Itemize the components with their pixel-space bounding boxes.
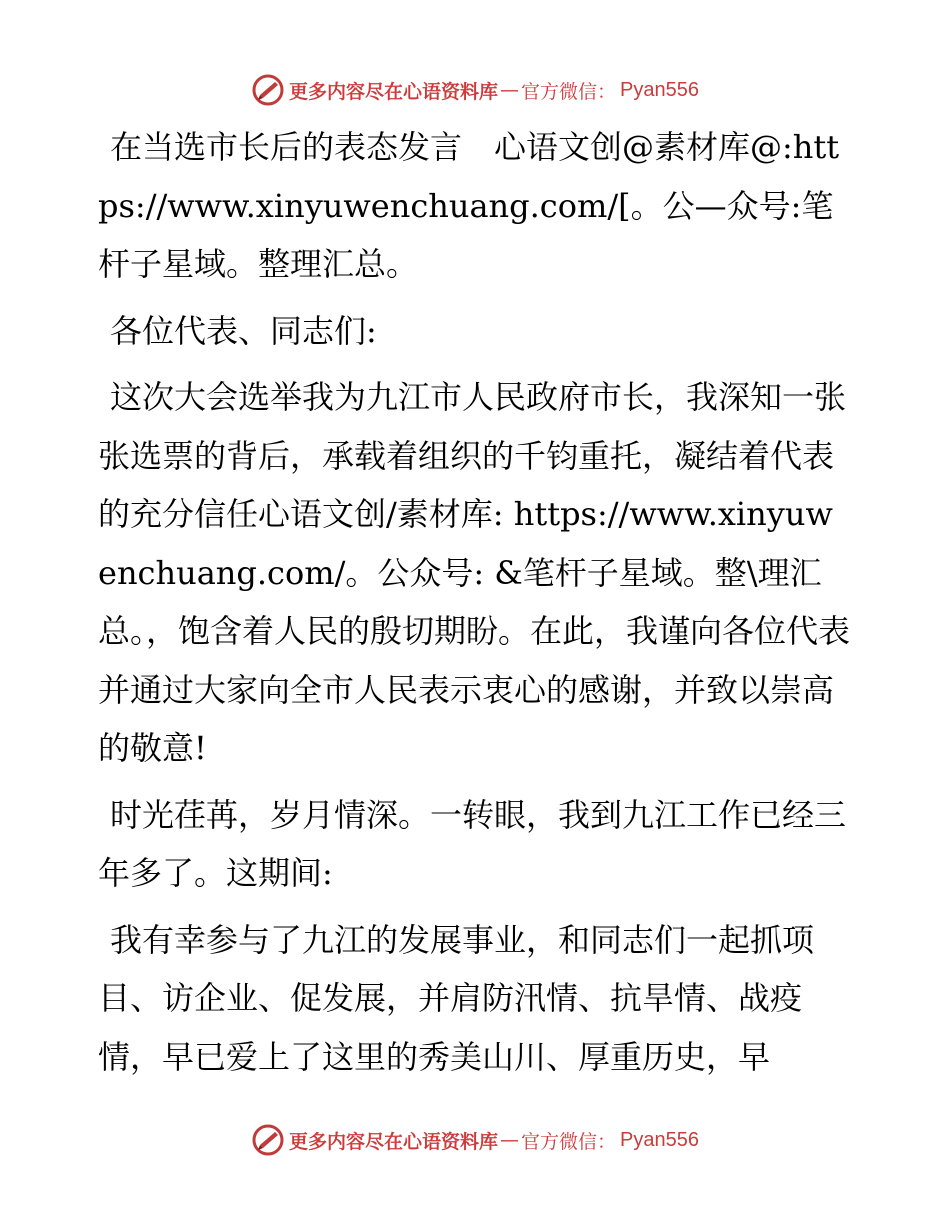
footer-dash: —	[500, 1129, 520, 1151]
paragraph-title: 在当选市长后的表态发言 心语文创@素材库@:https://www.xinyuwenchuang.com/[。公—众号:笔杆子星域。整理汇总。	[98, 128, 840, 283]
brand-logo-icon	[251, 73, 285, 107]
paragraph-salutation: 各位代表、同志们:	[110, 311, 377, 350]
header-wechat-label: 官方微信：	[521, 80, 617, 103]
header-wechat-id: Pyan556	[620, 78, 699, 101]
footer-slogan: 更多内容尽在心语资料库	[289, 1130, 499, 1153]
footer-wechat-id: Pyan556	[620, 1128, 699, 1151]
header-banner	[0, 70, 950, 110]
brand-logo-icon	[251, 1123, 285, 1157]
paragraph-experience: 我有幸参与了九江的发展事业，和同志们一起抓项目、访企业、促发展，并肩防汛情、抗旱情、战疫情，早已爱上了这里的秀美山川、厚重历史，早	[98, 920, 815, 1076]
footer-wechat-label: 官方微信：	[521, 1130, 617, 1153]
header-dash: —	[500, 79, 520, 101]
footer-banner	[0, 1120, 950, 1160]
paragraph-time: 时光荏苒，岁月情深。一转眼，我到九江工作已经三年多了。这期间:	[98, 795, 847, 892]
header-slogan: 更多内容尽在心语资料库	[289, 80, 499, 103]
paragraph-gratitude: 这次大会选举我为九江市人民政府市长，我深知一张张选票的背后，承载着组织的千钧重托，凝结着代表的充分信任心语文创/素材库: https://www.xinyuwenchuang.com/。公众号: &笔杆子星域。整\理汇总。，饱含着人民的殷切期盼。在此，我谨向各位代表并通过大家向全市人民表示衷心的感谢，并致以崇高的敬意!	[98, 378, 851, 767]
document-body	[98, 118, 850, 1094]
